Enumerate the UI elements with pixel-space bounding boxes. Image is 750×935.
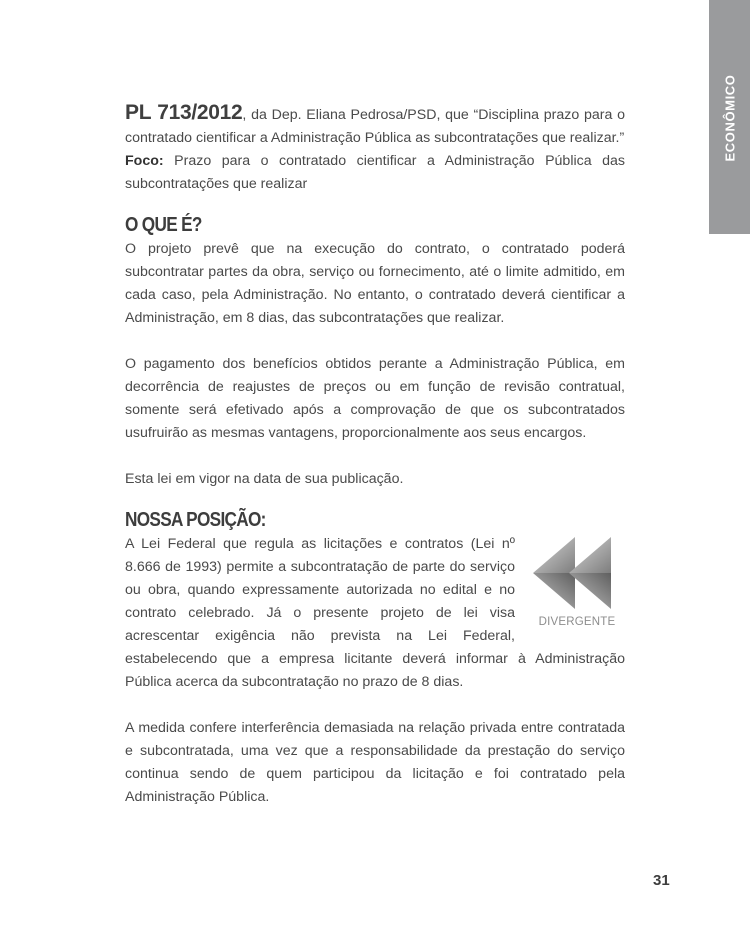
position-heading: NOSSA POSIÇÃO: [125, 509, 266, 531]
spacer [125, 330, 625, 353]
divergent-badge [529, 535, 625, 633]
bill-intro: , da Dep. Eliana Pedrosa/PSD, que “Disciplina prazo para o contratado cientificar a Administração Pública as subcontratações que realizar.” [125, 107, 625, 146]
spacer [125, 445, 625, 468]
position-paragraph-2: A medida confere interferência demasiada na relação privada entre contratada e subcontratada, uma vez que a responsabilidade da prestação do serviço continua sendo de quem participou da licitação e foi contratado pela Administração Pública. [125, 720, 625, 805]
page-content [125, 101, 625, 809]
badge-label: DIVERGENTE [538, 616, 616, 628]
section-tab [709, 0, 750, 234]
section-tab-label: ECONÔMICO [722, 74, 737, 162]
bill-focus [125, 150, 625, 196]
what-is-paragraph-2: O pagamento dos benefícios obtidos perante a Administração Pública, em decorrência de reajustes de preços ou em função de revisão contratual, somente será efetivado após a comprovação de que os subcontratados usufruirão as mesmas vantagens, proporcionalmente aos seus encargos. [125, 356, 625, 441]
position-paragraph-1: A Lei Federal que regula as licitações e contratos (Lei nº 8.666 de 1993) permite a subcontratação de parte do serviço ou obra, quando expressamente autorizada no edital e no contrato celebrado. Já o presente projeto de lei visa acrescentar exigência não prevista na Lei Federal, estabelecendo que a empresa licitante deverá informar à Administração Pública acerca da subcontratação no prazo de 8 dias. [125, 536, 625, 690]
spacer [125, 694, 625, 717]
what-is-paragraph-1: O projeto prevê que na execução do contrato, o contratado poderá subcontratar partes da obra, serviço ou fornecimento, até o limite admitido, em cada caso, pela Administração. No entanto, o contratado deverá cientificar a Administração, em 8 dias, das subcontratações que realizar. [125, 241, 625, 326]
bill-summary [125, 101, 625, 150]
focus-text: Prazo para o contratado cientificar a Administração Pública das subcontratações que realizar [125, 153, 625, 192]
focus-label: Foco: [125, 153, 164, 169]
bill-number: PL 713/2012 [125, 101, 243, 124]
what-is-heading: O QUE É? [125, 214, 202, 236]
page-number: 31 [653, 872, 670, 889]
double-arrow-left-icon [529, 535, 625, 615]
what-is-paragraph-3: Esta lei em vigor na data de sua publicação. [125, 471, 404, 487]
